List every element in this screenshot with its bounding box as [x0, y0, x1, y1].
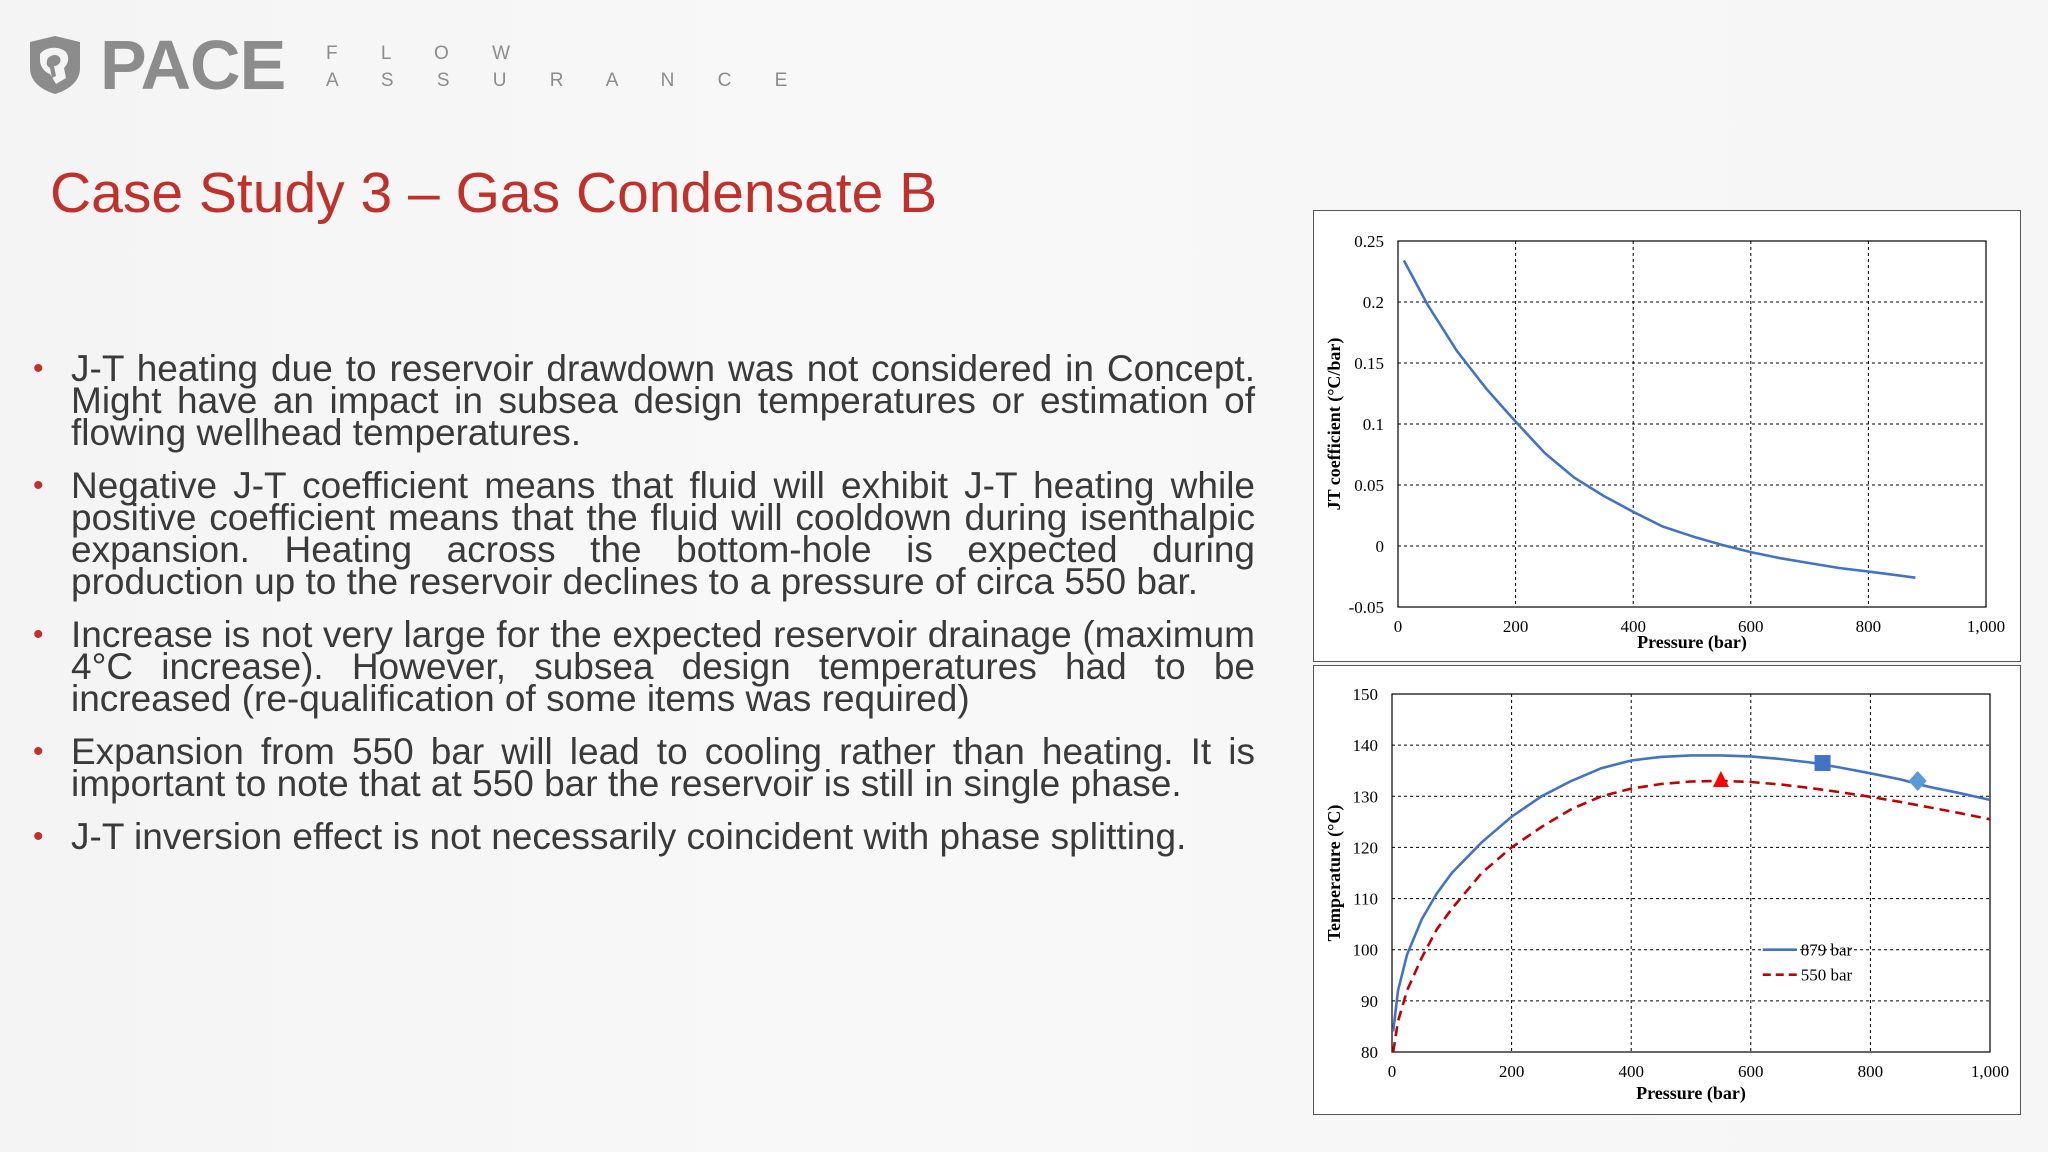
- logo-sub-line2: A S S U R A N C E: [326, 70, 807, 91]
- bullet-item: • Expansion from 550 bar will lead to cooling rather than heating. It is important to note that at 550 bar the reservoir is still in single phase.: [33, 736, 1255, 800]
- y-tick-label: 90: [1361, 991, 1378, 1011]
- y-tick-label: 80: [1361, 1043, 1378, 1062]
- bullet-item: • J-T inversion effect is not necessarily coincident with phase splitting.: [33, 821, 1255, 853]
- y-axis-label: Temperature (°C): [1324, 804, 1344, 942]
- jt-coefficient-chart-frame: [1313, 210, 2021, 662]
- bullet-item: • Increase is not very large for the expected reservoir drainage (maximum 4°C increase). However, subsea design temperatures had to be increased (re-qualification of some items was required): [33, 619, 1255, 715]
- series-line-JT-coefficient: [1404, 261, 1916, 578]
- y-tick-label: 0.1: [1362, 415, 1384, 434]
- x-tick-label: 200: [1502, 617, 1529, 636]
- pace-logo: [26, 26, 286, 104]
- x-tick-label: 0: [1393, 617, 1403, 636]
- square-marker: [1815, 755, 1831, 771]
- shield-logo-icon: [26, 34, 84, 96]
- x-tick-label: 400: [1620, 617, 1646, 636]
- legend-label: 550 bar: [1800, 965, 1853, 985]
- x-tick-label: 800: [1855, 617, 1882, 636]
- x-tick-label: 600: [1738, 617, 1764, 636]
- x-tick-label: 800: [1857, 1062, 1884, 1081]
- series-line-879-bar: [1393, 755, 1990, 1031]
- legend-label: 879 bar: [1800, 940, 1853, 960]
- x-tick-label: 1,000: [1966, 617, 2006, 636]
- y-tick-label: 140: [1352, 736, 1378, 756]
- y-tick-label: 130: [1352, 787, 1378, 807]
- x-axis-label: Pressure (bar): [1637, 632, 1747, 652]
- logo-wordmark: PACE: [100, 26, 286, 104]
- logo-subtitle: [326, 40, 806, 94]
- slide-title: Case Study 3 – Gas Condensate B: [50, 161, 938, 225]
- temperature-chart: [1314, 666, 2020, 1114]
- x-tick-label: 600: [1738, 1062, 1764, 1081]
- diamond-marker: [1909, 771, 1927, 791]
- bullet-item: • J-T heating due to reservoir drawdown was not considered in Concept. Might have an impact in subsea design temperatures or estimation of flowing wellhead temperatures.: [33, 353, 1255, 449]
- series-line-550-bar: [1393, 781, 1990, 1052]
- y-tick-label: 150: [1352, 685, 1378, 704]
- x-axis-label: Pressure (bar): [1636, 1083, 1746, 1103]
- y-tick-label: 0.25: [1354, 232, 1384, 251]
- bullet-list: [33, 348, 1255, 874]
- jt-coefficient-chart: [1314, 211, 2020, 661]
- y-tick-label: 110: [1353, 889, 1378, 909]
- y-tick-label: 0: [1375, 537, 1384, 556]
- y-axis-label: JT coefficient (°C/bar): [1324, 337, 1344, 511]
- y-tick-label: -0.05: [1348, 598, 1384, 617]
- y-tick-label: 120: [1352, 838, 1378, 858]
- x-tick-label: 1,000: [1970, 1062, 2010, 1081]
- x-tick-label: 0: [1387, 1062, 1397, 1081]
- plot-area-frame: [1392, 694, 1990, 1052]
- y-tick-label: 100: [1352, 940, 1378, 960]
- x-tick-label: 200: [1498, 1062, 1525, 1081]
- logo-sub-line1: F L O W: [326, 43, 530, 64]
- y-tick-label: 0.2: [1362, 293, 1384, 312]
- triangle-marker: [1713, 771, 1729, 787]
- temperature-chart-frame: [1313, 665, 2021, 1115]
- bullet-item: • Negative J-T coefficient means that fluid will exhibit J-T heating while positive coefficient means that the fluid will cooldown during isenthalpic expansion. Heating across the bottom-hole is expected during production up to the reservoir declines to a pressure of circa 550 bar.: [33, 470, 1255, 598]
- x-tick-label: 400: [1618, 1062, 1644, 1081]
- y-tick-label: 0.05: [1354, 476, 1384, 495]
- y-tick-label: 0.15: [1354, 354, 1384, 373]
